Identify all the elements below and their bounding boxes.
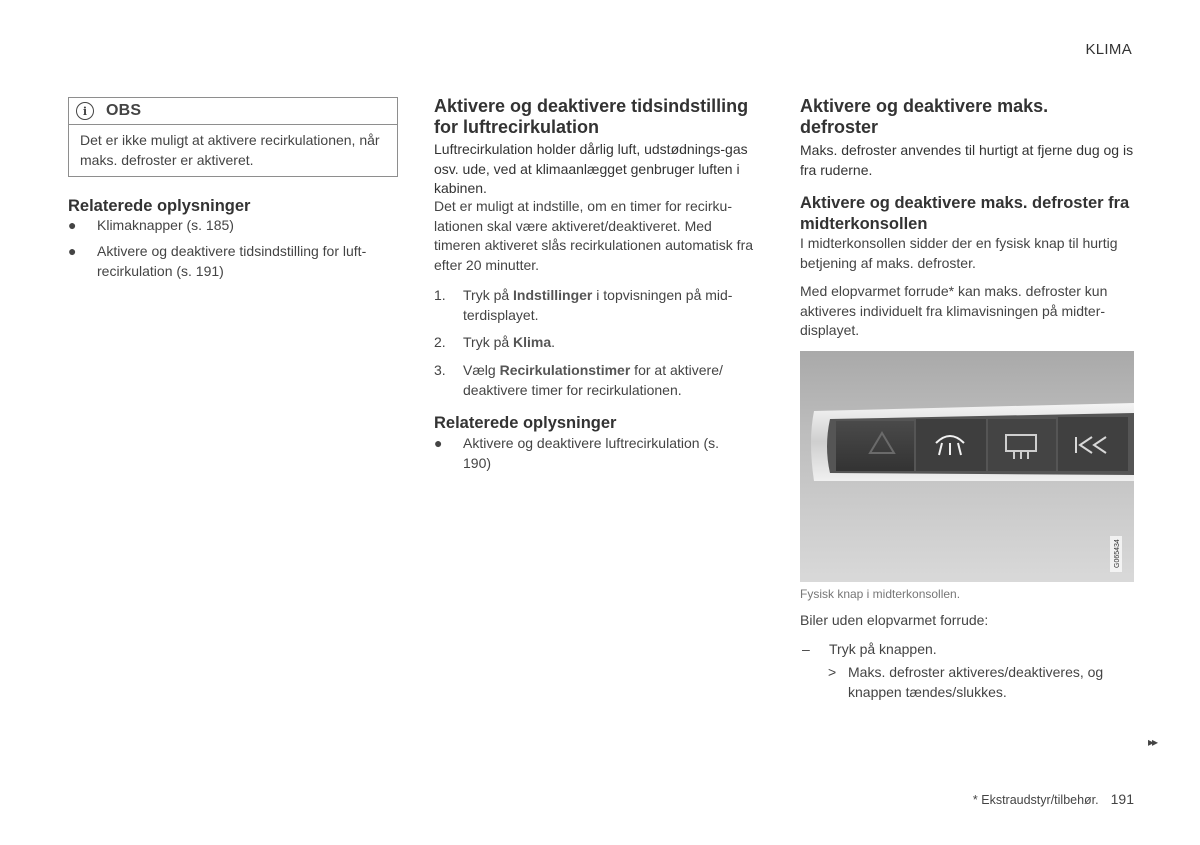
result-text: Maks. defroster aktiveres/deaktiveres, og knappen tændes/slukkes. — [848, 664, 1104, 700]
bullet-icon: ● — [68, 217, 77, 233]
body-text: Det er muligt at indstille, om en timer for recirku-lationen skal være aktiveret/deaktiveret. Med timeren aktiveret slås recirkulationen automatisk fra efter 20 minutter. — [434, 198, 754, 273]
result-arrow-icon: > — [828, 664, 837, 680]
list-item — [434, 433, 724, 473]
step-number: 2. — [434, 334, 446, 350]
dash-icon: – — [802, 641, 810, 657]
result-item — [828, 662, 1128, 702]
footnote: * Ekstraudstyr/tilbehør. — [972, 793, 1099, 807]
note-text: Det er ikke muligt at aktivere recirkulationen, når maks. defroster er aktiveret. — [80, 132, 380, 168]
body-text: Med elopvarmet forrude* kan maks. defroster kun aktiveres individuelt fra klimavisningen på midter-displayet. — [800, 283, 1108, 338]
action-item — [800, 639, 1134, 659]
step-item: 3. Vælg Recirkulationstimer for at aktivere/ deaktivere timer for recirkulationen. — [434, 362, 723, 398]
section-title: Aktivere og deaktivere tidsindstilling for luftrecirkulation — [434, 96, 749, 137]
intro-text: Luftrecirkulation holder dårlig luft, udstødnings-gas osv. ude, ved at klimaanlægget genbruger luften i kabinen. — [434, 141, 748, 196]
subsection-title: Aktivere og deaktivere maks. defroster fra midterkonsollen — [800, 194, 1130, 233]
step-item: 1. Tryk på Indstillinger i topvisningen på mid-terdisplayet. — [434, 287, 733, 323]
action-text: Tryk på knappen. — [829, 641, 937, 657]
image-caption: Fysisk knap i midterkonsollen. — [800, 587, 961, 601]
related-link[interactable]: Aktivere og deaktivere luftrecirkulation (s. 190) — [463, 435, 719, 471]
section-header: KLIMA — [1085, 41, 1132, 58]
note-box — [68, 97, 398, 177]
body-text: I midterkonsollen sidder der en fysisk knap til hurtig betjening af maks. defroster. — [800, 235, 1118, 271]
console-button-photo — [800, 351, 1134, 582]
bullet-icon: ● — [434, 435, 443, 451]
body-text: Biler uden elopvarmet forrude: — [800, 612, 989, 628]
section-title: Aktivere og deaktivere maks. defroster — [800, 96, 1049, 137]
bullet-icon: ● — [68, 243, 77, 259]
menu-label: Klima — [513, 334, 552, 350]
related-heading: Relaterede oplysninger — [434, 414, 617, 432]
image-code: G065434 — [1114, 539, 1121, 568]
note-header — [69, 98, 397, 125]
menu-label: Recirkulationstimer — [499, 362, 631, 378]
intro-text: Maks. defroster anvendes til hurtigt at fjerne dug og is fra ruderne. — [800, 142, 1134, 178]
continue-arrow-icon: ▸▸ — [1148, 735, 1157, 749]
related-link[interactable]: Klimaknapper (s. 185) — [97, 217, 234, 233]
related-heading: Relaterede oplysninger — [68, 197, 251, 215]
step-item: 2. Tryk på Klima. — [434, 334, 556, 350]
related-link[interactable]: Aktivere og deaktivere tidsindstilling for luft-recirkulation (s. 191) — [97, 243, 367, 279]
info-icon: i — [76, 102, 94, 120]
note-title: OBS — [106, 102, 142, 119]
step-number: 3. — [434, 362, 446, 378]
step-number: 1. — [434, 287, 446, 303]
menu-label: Indstillinger — [513, 287, 593, 303]
list-item — [68, 215, 398, 235]
page-footer — [973, 791, 1134, 807]
page-number: 191 — [1110, 791, 1134, 807]
list-item — [68, 241, 390, 281]
